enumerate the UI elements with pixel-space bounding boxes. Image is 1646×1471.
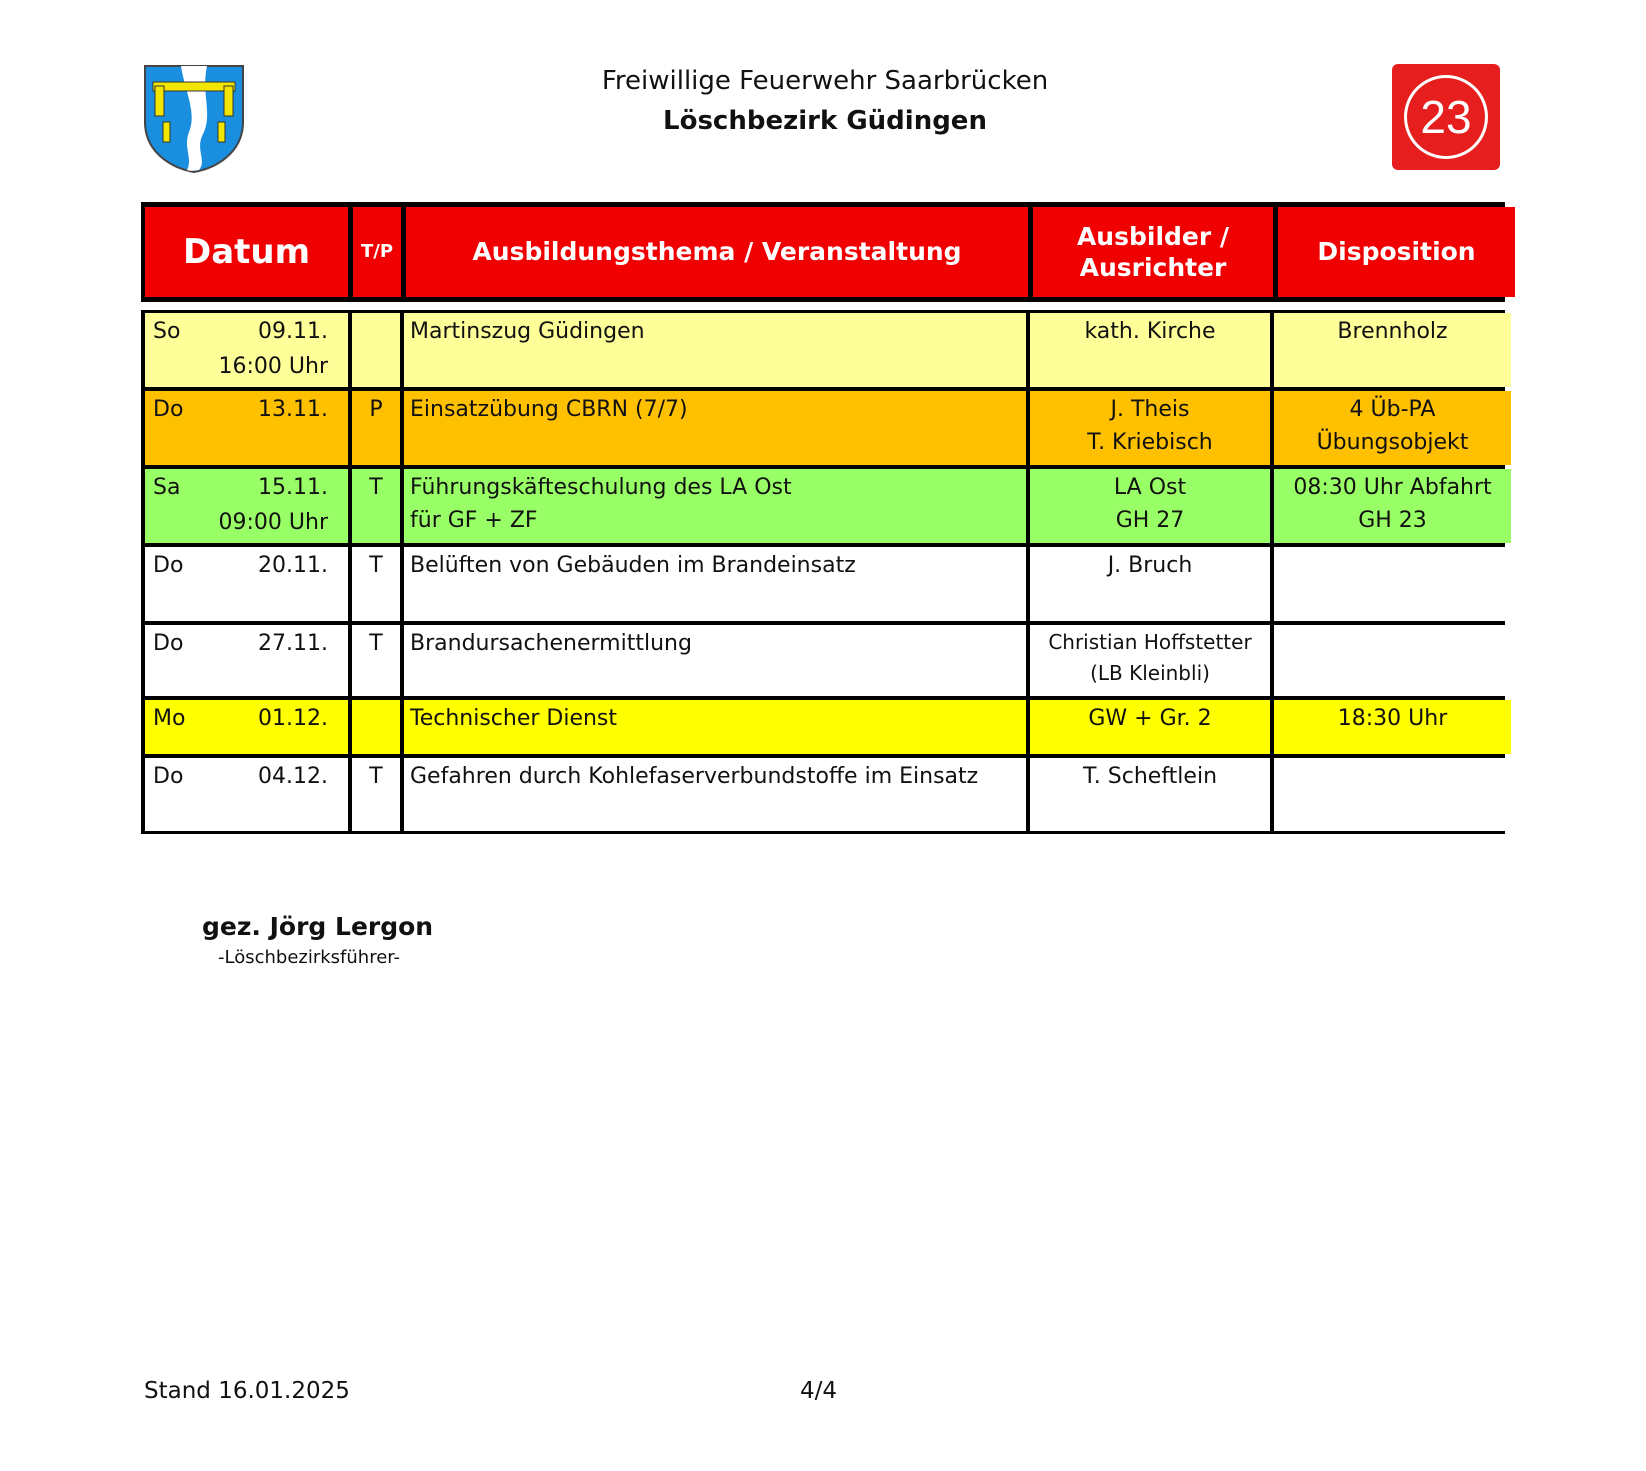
row-topic-cell [404, 700, 1026, 754]
row-tp: T [369, 764, 383, 789]
row-time [201, 811, 342, 829]
row-disposition-cell [1274, 391, 1511, 465]
row-time: 09:00 Uhr [218, 510, 328, 535]
row-topic-cell [404, 391, 1026, 465]
col-trainer [1033, 207, 1273, 297]
row-tp: T [369, 631, 383, 656]
row-date: 04.12. [258, 764, 328, 789]
row-trainer-line1: T. Scheftlein [1082, 764, 1218, 789]
col-datum: Datum [145, 207, 348, 297]
row-date-cell [145, 625, 348, 696]
station-number: 23 [1404, 75, 1488, 159]
footer-page: 4/4 [800, 1378, 838, 1404]
row-topic-cell [404, 625, 1026, 696]
row-date-cell [145, 469, 348, 543]
row-trainer-line1: kath. Kirche [1084, 319, 1216, 344]
row-trainer-cell [1030, 758, 1270, 831]
row-topic-cell [404, 547, 1026, 621]
signature-block [202, 912, 433, 968]
row-disposition-cell [1274, 758, 1511, 831]
row-time [201, 677, 342, 694]
spacer [153, 506, 201, 541]
row-date: 13.11. [258, 397, 328, 422]
footer-stand: Stand 16.01.2025 [144, 1378, 350, 1404]
row-disposition-line1: 18:30 Uhr [1337, 706, 1448, 731]
table-header [141, 202, 1505, 302]
row-topic-line1: Führungskäfteschulung des LA Ost [410, 475, 792, 500]
row-trainer-line2: GH 27 [1115, 508, 1185, 533]
row-disposition-cell [1274, 700, 1511, 754]
row-disposition-line1: 08:30 Uhr Abfahrt [1293, 475, 1492, 500]
row-trainer-line2: T. Kriebisch [1087, 430, 1213, 455]
row-date: 01.12. [258, 706, 328, 731]
row-time [201, 445, 342, 464]
col-disposition: Disposition [1278, 207, 1515, 297]
row-disposition-line1: Brennholz [1337, 319, 1448, 344]
row-weekday: Do [153, 764, 184, 789]
row-topic-line1: Martinszug Güdingen [410, 319, 645, 344]
row-trainer-cell [1030, 547, 1270, 621]
row-trainer-cell [1030, 469, 1270, 543]
row-disposition-cell [1274, 625, 1511, 696]
row-tp-cell [352, 469, 400, 543]
row-topic-line1: Einsatzübung CBRN (7/7) [410, 397, 688, 422]
row-disposition-cell [1274, 469, 1511, 543]
row-date: 09.11. [258, 319, 328, 344]
row-date: 20.11. [258, 553, 328, 578]
row-disposition-cell [1274, 313, 1511, 387]
row-trainer-line1: J. Bruch [1107, 553, 1193, 578]
spacer [153, 350, 201, 385]
row-weekday: Sa [153, 475, 181, 500]
row-topic-line1: Brandursachenermittlung [410, 631, 692, 656]
row-time [201, 744, 342, 753]
row-disposition-line1: 4 Üb-PA [1349, 397, 1436, 422]
row-tp: P [369, 397, 383, 422]
row-topic-line1: Technischer Dienst [410, 706, 618, 731]
spacer [153, 601, 201, 620]
row-date-cell [145, 758, 348, 831]
col-tp: T/P [353, 207, 401, 297]
schedule-table [141, 310, 1505, 834]
col-topic: Ausbildungsthema / Veranstaltung [406, 207, 1028, 297]
coat-of-arms-icon [143, 64, 245, 174]
row-trainer-line1: LA Ost [1113, 475, 1187, 500]
row-topic-line2: für GF + ZF [410, 508, 538, 533]
row-disposition-line2: GH 23 [1358, 508, 1427, 533]
org-title: Freiwillige Feuerwehr Saarbrücken [601, 66, 1049, 96]
row-date-cell [145, 700, 348, 754]
row-date-cell [145, 391, 348, 465]
spacer [153, 445, 201, 464]
row-trainer-cell [1030, 700, 1270, 754]
station-badge [1392, 64, 1500, 170]
signature-name: gez. Jörg Lergon [202, 912, 434, 941]
row-weekday: Mo [153, 706, 186, 731]
row-tp-cell [352, 313, 400, 387]
row-tp: T [369, 475, 383, 500]
row-tp-cell [352, 625, 400, 696]
row-tp: T [369, 553, 383, 578]
row-topic-cell [404, 758, 1026, 831]
row-trainer-line2: (LB Kleinbli) [1090, 661, 1210, 685]
spacer [153, 811, 201, 829]
row-trainer-line1: Christian Hoffstetter [1048, 630, 1252, 654]
row-topic-cell [404, 313, 1026, 387]
row-topic-cell [404, 469, 1026, 543]
row-tp-cell [352, 758, 400, 831]
row-weekday: So [153, 319, 181, 344]
row-topic-line1: Gefahren durch Kohlefaserverbundstoffe im Einsatz [410, 764, 979, 789]
row-tp-cell [352, 700, 400, 754]
row-weekday: Do [153, 397, 184, 422]
row-weekday: Do [153, 631, 184, 656]
row-date-cell [145, 547, 348, 621]
spacer [153, 744, 201, 753]
row-tp-cell [352, 547, 400, 621]
row-trainer-line1: GW + Gr. 2 [1088, 706, 1212, 731]
row-disposition-line2: Übungsobjekt [1316, 430, 1469, 455]
signature-role: -Löschbezirksführer- [218, 947, 401, 968]
row-trainer-cell [1030, 625, 1270, 696]
row-date: 27.11. [258, 631, 328, 656]
row-trainer-cell [1030, 391, 1270, 465]
row-time [201, 601, 342, 620]
col-trainer-line2: Ausrichter [1079, 253, 1227, 282]
row-weekday: Do [153, 553, 184, 578]
district-title: Löschbezirk Güdingen [663, 106, 987, 136]
row-topic-line1: Belüften von Gebäuden im Brandeinsatz [410, 553, 856, 578]
row-disposition-cell [1274, 547, 1511, 621]
row-trainer-cell [1030, 313, 1270, 387]
row-time: 16:00 Uhr [218, 354, 328, 379]
row-date-cell [145, 313, 348, 387]
row-date: 15.11. [258, 475, 328, 500]
col-trainer-line1: Ausbilder / [1076, 221, 1230, 251]
spacer [153, 677, 201, 694]
row-tp-cell [352, 391, 400, 465]
row-trainer-line1: J. Theis [1110, 397, 1190, 422]
